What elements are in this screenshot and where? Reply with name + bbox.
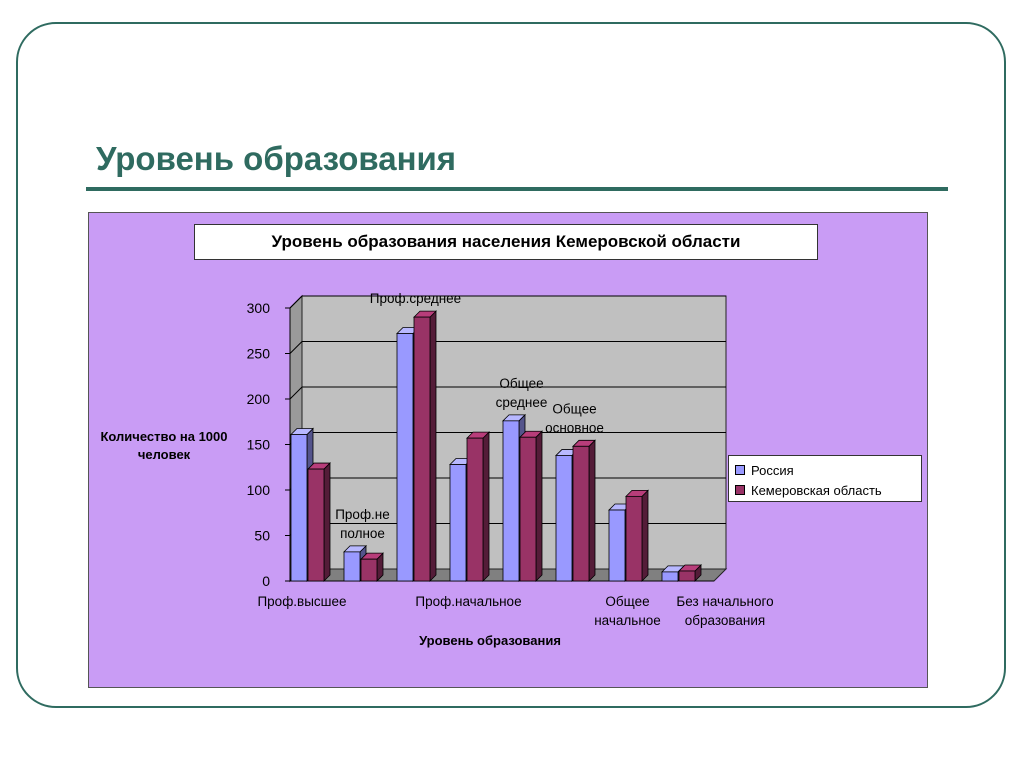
x-tick-label: полное [340,525,385,541]
legend-item-russia [735,460,921,480]
slide-title: Уровень образования [96,140,457,177]
bar-kemerovo [626,496,642,581]
legend-swatch-russia [735,465,745,475]
x-tick-label: Проф.среднее [369,291,462,307]
bar-russia [291,434,307,581]
bar-russia [609,510,625,581]
bar-kemerovo [467,438,483,581]
bar-side [483,432,489,581]
bar-side [430,311,436,581]
bar-kemerovo [308,469,324,581]
bar-side [642,490,648,581]
bar-kemerovo [414,317,430,581]
bar-side [536,431,542,581]
x-tick-label: Без начального [676,594,774,609]
y-tick-label: 50 [254,527,270,544]
y-tick-label: 0 [262,573,270,589]
x-tick-label: начальное [594,613,661,628]
x-tick-label: Проф.высшее [257,594,347,609]
y-tick-label: 100 [246,482,270,498]
x-tick-label: Проф.не [335,506,390,522]
x-tick-label: Общее [552,401,597,417]
bar-russia [503,421,519,581]
y-tick-label: 300 [246,300,270,316]
legend-swatch-kemerovo [735,485,745,495]
bar-side [589,440,595,581]
legend-item-kemerovo [735,480,921,500]
bar-kemerovo [520,437,536,581]
x-tick-label: Проф.начальное [415,594,522,609]
x-tick-label: Общее [499,375,544,391]
bar-side [324,463,330,581]
bar-russia [450,465,466,581]
x-tick-label: основное [545,420,604,436]
x-tick-label: среднее [495,394,548,410]
bar-kemerovo [679,571,695,581]
x-tick-label: Общее [605,594,650,609]
chart-legend [728,455,922,502]
chart-title: Уровень образования населения Кемеровской области [194,224,818,260]
x-tick-label: образования [684,613,766,628]
y-tick-label: 200 [246,391,270,407]
legend-label-russia: Россия [751,462,794,478]
bar-kemerovo [573,446,589,581]
bar-russia [556,455,572,581]
legend-label-kemerovo: Кемеровская область [751,482,882,498]
y-tick-label: 250 [246,345,270,362]
bar-russia [397,333,413,581]
bar-russia [344,552,360,581]
x-axis-label: Уровень образования [419,633,561,648]
bar-russia [662,572,678,581]
y-axis-label: Количество на 1000 человек [100,429,228,462]
bar-kemerovo [361,559,377,581]
y-tick-label: 150 [246,436,270,453]
